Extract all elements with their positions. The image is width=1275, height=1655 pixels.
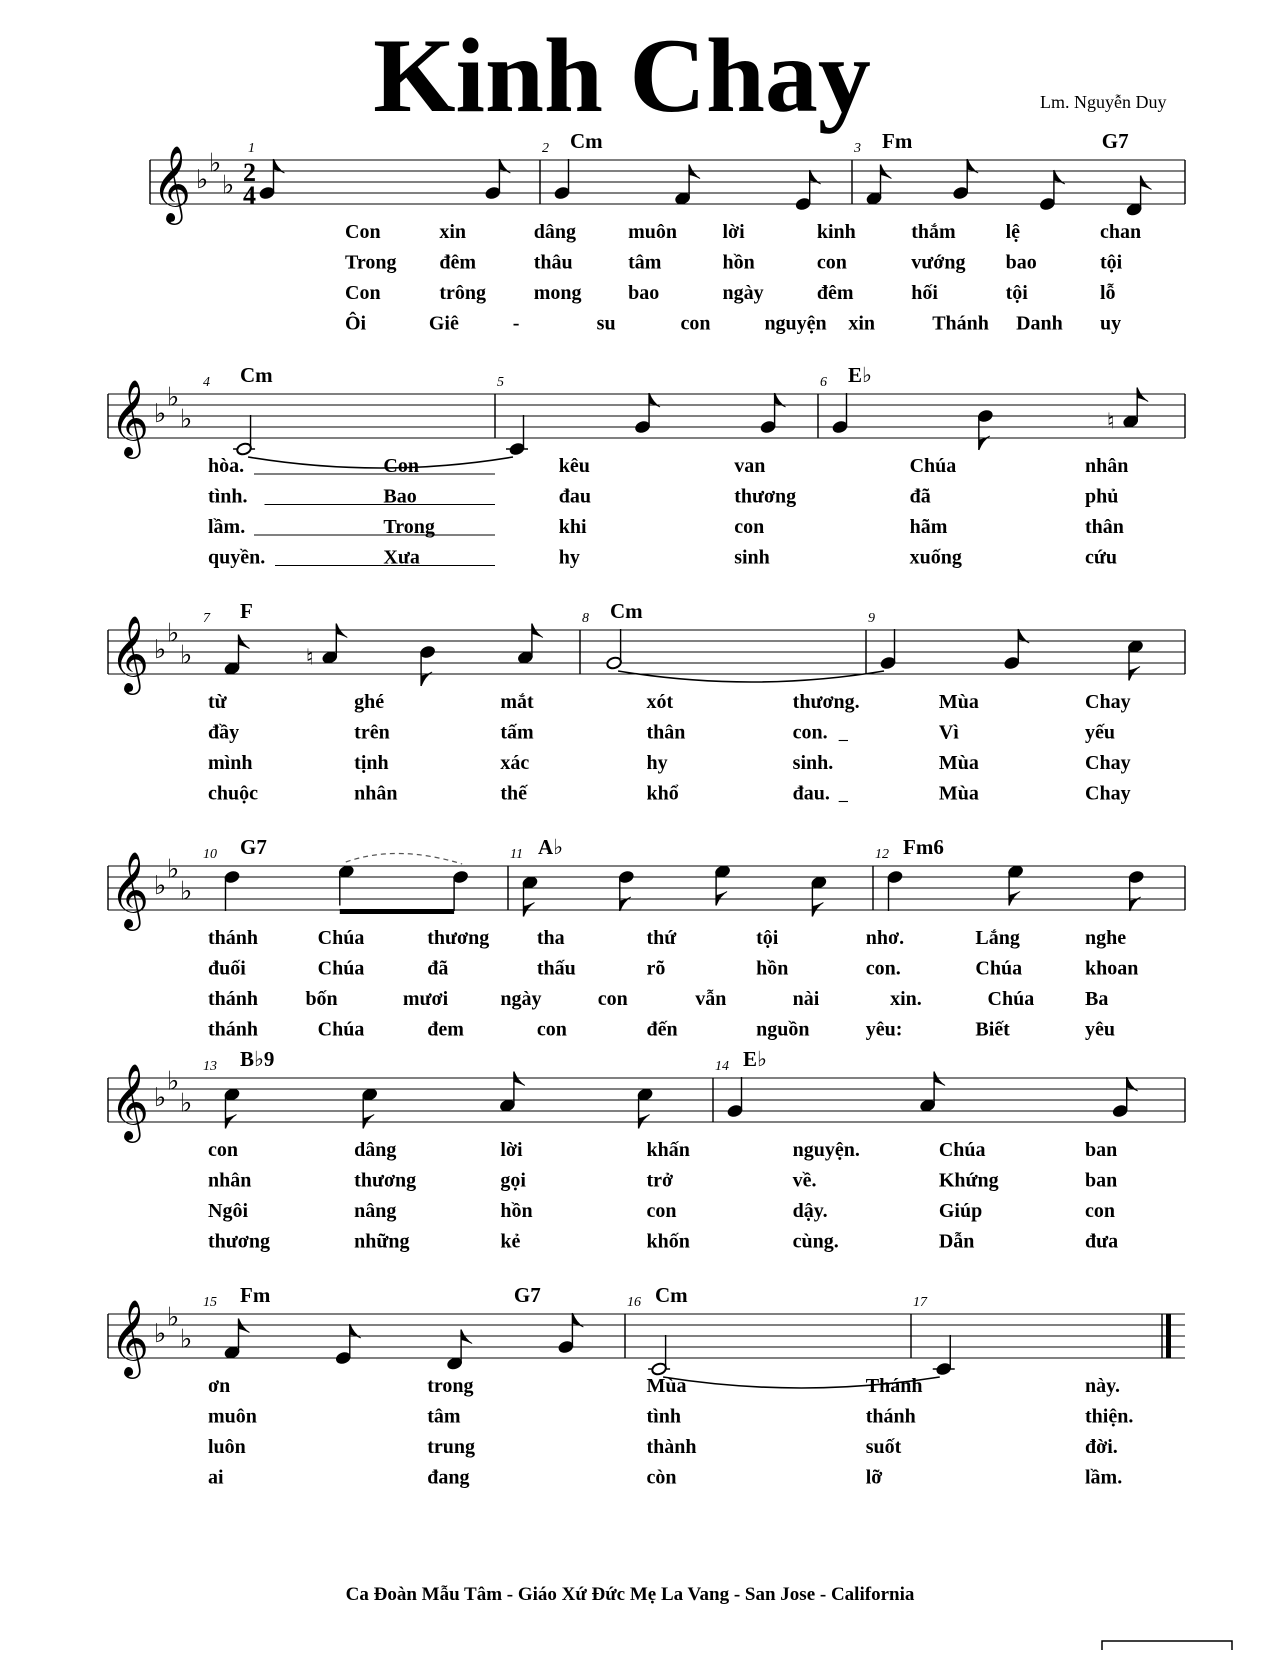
- lyric-syllable: nguyện: [764, 312, 827, 335]
- lyric-syllable: nhân: [1085, 455, 1129, 477]
- lyric-syllable: lỡ: [865, 1466, 883, 1489]
- lyric-syllable: Con: [345, 282, 381, 304]
- music-systems: [108, 129, 1185, 1489]
- measure-number: 12: [875, 847, 889, 862]
- flat-sign-icon: ♭: [154, 1319, 167, 1348]
- lyric-syllable: thương: [354, 1169, 417, 1192]
- lyric-syllable: ngày: [722, 282, 764, 304]
- flat-sign-icon: ♭: [222, 170, 235, 200]
- lyric-syllable: thương: [208, 1230, 270, 1253]
- lyric-syllable: muôn: [208, 1405, 257, 1428]
- lyric-syllable: đã: [427, 957, 449, 980]
- lyric-syllable: đêm: [816, 282, 854, 304]
- flat-sign-icon: ♭: [167, 854, 180, 884]
- lyric-syllable: Con: [383, 455, 419, 477]
- system-4: [108, 835, 1185, 1041]
- lyric-syllable: xin: [848, 312, 876, 335]
- lyric-syllable: hòa.: [208, 455, 245, 477]
- lyric-syllable: con.: [792, 721, 828, 744]
- lyric-syllable: thương: [427, 927, 490, 949]
- chord-symbol: G7: [240, 835, 267, 859]
- lyric-syllable: hồn: [500, 1200, 533, 1222]
- lyric-syllable: vướng: [911, 251, 966, 274]
- lyric-syllable: con: [208, 1139, 238, 1161]
- lyric-syllable: Xưa: [383, 546, 420, 569]
- lyric-syllable: đời.: [1085, 1436, 1118, 1458]
- lyric-syllable: này.: [1085, 1375, 1121, 1397]
- lyric-syllable: tình.: [208, 485, 248, 508]
- lyric-syllable: yếu: [1085, 721, 1115, 744]
- lyric-syllable: đang: [427, 1466, 470, 1489]
- lyric-syllable: tội: [756, 927, 779, 949]
- treble-clef-icon: 𝄞: [110, 1066, 150, 1139]
- lyric-syllable: mắt: [500, 691, 534, 713]
- system-2: [108, 363, 1185, 569]
- lyric-syllable: lỗ: [1100, 282, 1116, 304]
- flat-sign-icon: ♭: [154, 635, 167, 664]
- footer: Ca Đoàn Mẫu Tâm - Giáo Xứ Đức Mẹ La Vang - San Jose - California: [345, 1584, 915, 1605]
- chord-symbol: Fm6: [903, 835, 944, 859]
- measure-number: 2: [542, 141, 549, 156]
- lyric-syllable: luôn: [208, 1436, 246, 1458]
- lyric-syllable: con: [680, 312, 711, 335]
- lyric-syllable: tội: [1005, 282, 1028, 304]
- lyric-syllable: Ôi: [345, 312, 367, 335]
- lyric-syllable: bốn: [305, 988, 338, 1010]
- lyric-syllable: quyền.: [208, 546, 266, 569]
- lyric-syllable: trung: [427, 1436, 476, 1458]
- treble-clef-icon: 𝄞: [110, 1302, 150, 1375]
- lyric-syllable: chuộc: [208, 782, 258, 805]
- lyric-syllable: xác: [500, 752, 530, 774]
- lyric-syllable: đau.: [792, 782, 830, 805]
- lyric-syllable: con: [734, 516, 765, 538]
- lyric-syllable: sinh.: [792, 752, 834, 774]
- lyric-syllable: -: [512, 312, 520, 335]
- lyric-syllable: Biết: [975, 1018, 1010, 1041]
- measure-number: 3: [854, 141, 861, 156]
- chord-symbol: Cm: [655, 1283, 688, 1307]
- lyric-syllable: uy: [1100, 312, 1122, 335]
- lyric-syllable: đến: [646, 1018, 678, 1041]
- lyric-syllable: Khứng: [938, 1169, 999, 1192]
- lyric-syllable: kinh: [816, 221, 856, 243]
- chord-symbol: Cm: [570, 129, 603, 153]
- lyric-syllable: đêm: [439, 251, 477, 274]
- lyric-syllable: trở: [646, 1169, 674, 1192]
- lyric-syllable: sinh: [734, 546, 770, 569]
- treble-clef-icon: 𝄞: [110, 854, 150, 927]
- time-signature-bottom: 4: [243, 181, 256, 210]
- lyric-syllable: thắm: [911, 221, 956, 243]
- lyric-syllable: Thánh: [932, 312, 989, 335]
- lyric-syllable: xuống: [909, 546, 962, 569]
- lyric-syllable: mươi: [402, 988, 449, 1010]
- flat-sign-icon: ♭: [167, 1066, 180, 1096]
- lyric-syllable: đưa: [1085, 1230, 1119, 1253]
- lyric-syllable: ơn: [208, 1375, 231, 1397]
- lyric-syllable: kẻ: [500, 1230, 521, 1253]
- chord-symbol: G7: [1101, 129, 1129, 153]
- measure-number: 8: [582, 611, 589, 626]
- treble-clef-icon: 𝄞: [152, 148, 192, 221]
- lyric-syllable: thương: [734, 485, 797, 508]
- lyric-syllable: Mùa: [646, 1375, 687, 1397]
- lyric-syllable: hy: [646, 752, 668, 774]
- lyric-syllable: hối: [911, 282, 938, 304]
- lyric-syllable: ghé: [354, 691, 385, 713]
- measure-number: 17: [913, 1295, 927, 1310]
- lyric-syllable: Trong: [345, 251, 397, 274]
- treble-clef-icon: 𝄞: [110, 618, 150, 691]
- measure-number: 1: [248, 141, 255, 156]
- lyric-syllable: yêu: [1085, 1018, 1115, 1041]
- chord-symbol: F: [240, 599, 253, 623]
- flat-sign-icon: ♭: [167, 382, 180, 412]
- chord-symbol: B♭9: [240, 1047, 275, 1071]
- lyric-syllable: con: [646, 1200, 677, 1222]
- lyric-syllable: tâm: [427, 1405, 461, 1428]
- beam: [340, 909, 454, 914]
- lyric-syllable: thiện.: [1085, 1405, 1134, 1428]
- lyric-syllable: lầm.: [208, 516, 246, 538]
- lyric-syllable: từ: [208, 691, 227, 713]
- lyric-syllable: mình: [208, 752, 253, 774]
- lyric-syllable: đem: [427, 1018, 464, 1041]
- lyric-syllable: con.: [865, 957, 901, 980]
- lyric-syllable: dậy.: [792, 1200, 828, 1222]
- lyric-syllable: Chúa: [938, 1139, 986, 1161]
- lyric-syllable: tâm: [628, 251, 662, 274]
- lyric-syllable: nhân: [354, 782, 398, 805]
- lyric-syllable: nghe: [1085, 927, 1127, 949]
- system-3: [108, 599, 1185, 805]
- measure-number: 15: [203, 1295, 217, 1310]
- chord-symbol: E♭: [743, 1047, 767, 1071]
- lyric-syllable: tịnh: [354, 752, 389, 774]
- lyric-syllable: Mùa: [938, 782, 979, 805]
- lyric-syllable: con: [536, 1018, 567, 1041]
- lyric-syllable: cùng.: [792, 1230, 839, 1253]
- lyric-syllable: kêu: [558, 455, 590, 477]
- lyric-syllable: yêu:: [865, 1018, 903, 1041]
- lyric-syllable: con: [597, 988, 628, 1010]
- system-6: [108, 1283, 1185, 1489]
- lyric-syllable: lầm.: [1085, 1466, 1123, 1489]
- lyric-syllable: đã: [909, 485, 931, 508]
- lyric-syllable: Chúa: [317, 957, 365, 980]
- lyric-syllable: mong: [533, 282, 582, 304]
- lyric-syllable: dâng: [354, 1139, 397, 1161]
- lyric-syllable: xin.: [890, 988, 922, 1010]
- chord-symbol: E♭: [848, 363, 872, 387]
- lyric-syllable: nhơ.: [865, 927, 905, 949]
- lyric-syllable: Vì: [938, 721, 959, 744]
- treble-clef-icon: 𝄞: [110, 382, 150, 455]
- lyric-syllable: hy: [558, 546, 580, 569]
- lyric-syllable: thương.: [792, 691, 860, 713]
- lyric-syllable: hồn: [756, 957, 789, 980]
- lyric-syllable: khấn: [646, 1139, 690, 1161]
- flat-sign-icon: ♭: [154, 399, 167, 428]
- chord-symbol: G7: [513, 1283, 541, 1307]
- lyric-syllable: khi: [558, 516, 587, 538]
- lyric-syllable: bao: [628, 282, 660, 304]
- lyric-syllable: nài: [792, 988, 820, 1010]
- lyric-syllable: ban: [1085, 1169, 1118, 1192]
- lyric-syllable: Danh: [1016, 312, 1063, 335]
- composer: Lm. Nguyễn Duy: [1040, 92, 1167, 112]
- chord-symbol: Fm: [882, 129, 913, 153]
- flat-sign-icon: ♭: [167, 1302, 180, 1332]
- measure-number: 6: [820, 375, 827, 390]
- lyric-syllable: Chúa: [987, 988, 1035, 1010]
- system-5: [108, 1047, 1185, 1253]
- lyric-syllable: xin: [439, 221, 467, 243]
- measure-number: 14: [715, 1059, 729, 1074]
- lyric-syllable: khốn: [646, 1230, 690, 1253]
- lyric-syllable: Chúa: [317, 927, 365, 949]
- lyric-syllable: con: [1085, 1200, 1115, 1222]
- lyric-syllable: su: [596, 312, 616, 335]
- lyric-syllable: Lắng: [975, 927, 1020, 949]
- lyric-syllable: đuối: [208, 957, 246, 980]
- flat-sign-icon: ♭: [180, 1324, 193, 1354]
- lyric-syllable: thành: [646, 1436, 697, 1458]
- lyric-syllable: khoan: [1085, 957, 1139, 980]
- flat-sign-icon: ♭: [167, 618, 180, 648]
- lyric-syllable: đau: [558, 485, 592, 508]
- measure-number: 11: [510, 847, 523, 862]
- lyric-syllable: Giê: [428, 312, 459, 335]
- song-title: Kinh Chay: [373, 17, 871, 134]
- lyric-syllable: suốt: [865, 1436, 902, 1458]
- tie: [618, 671, 884, 682]
- lyric-syllable: Con: [345, 221, 381, 243]
- lyric-syllable: con: [816, 251, 847, 274]
- final-barline-thick: [1166, 1314, 1171, 1358]
- lyric-syllable: tha: [536, 927, 565, 949]
- lyric-syllable: bao: [1005, 251, 1037, 274]
- lyric-syllable: lời: [722, 221, 745, 243]
- lyric-syllable: Chúa: [975, 957, 1023, 980]
- lyric-syllable: van: [734, 455, 766, 477]
- flat-sign-icon: ♭: [154, 1083, 167, 1112]
- chord-symbol: Cm: [610, 599, 643, 623]
- lyric-syllable: ban: [1085, 1139, 1118, 1161]
- lyric-syllable: nguồn: [756, 1018, 810, 1041]
- lyric-syllable: thánh: [208, 1018, 259, 1041]
- lyric-syllable: ai: [208, 1466, 224, 1489]
- lyric-syllable: xót: [646, 691, 674, 713]
- flat-sign-icon: ♭: [154, 871, 167, 900]
- measure-number: 9: [868, 611, 875, 626]
- lyric-syllable: muôn: [628, 221, 678, 243]
- lyric-syllable: Chúa: [317, 1018, 365, 1041]
- tie: [248, 457, 513, 468]
- lyric-syllable: những: [354, 1230, 410, 1253]
- flat-sign-icon: ♭: [209, 148, 222, 178]
- lyric-syllable: thánh: [208, 927, 259, 949]
- measure-number: 16: [627, 1295, 641, 1310]
- lyric-syllable: Trong: [383, 516, 435, 538]
- lyric-syllable: Dẫn: [938, 1230, 975, 1253]
- flat-sign-icon: ♭: [196, 165, 209, 194]
- lyric-syllable: trong: [427, 1375, 474, 1397]
- lyric-syllable: thánh: [208, 988, 259, 1010]
- lyric-syllable: thân: [1085, 516, 1124, 538]
- lyric-syllable: Ba: [1085, 988, 1109, 1010]
- lyric-syllable: dâng: [533, 221, 576, 243]
- lyric-syllable: Chay: [1085, 752, 1131, 774]
- measure-number: 10: [203, 847, 217, 862]
- lyric-syllable: Mùa: [938, 752, 979, 774]
- chord-symbol: Fm: [240, 1283, 271, 1307]
- lyric-syllable: nguyện.: [792, 1139, 860, 1161]
- flat-sign-icon: ♭: [180, 404, 193, 434]
- lyric-syllable: tấm: [500, 721, 534, 744]
- lyric-syllable: về.: [792, 1169, 817, 1192]
- lyric-syllable: Bao: [383, 485, 417, 508]
- lyric-syllable: thâu: [533, 251, 573, 274]
- lyric-syllable: ngày: [500, 988, 542, 1010]
- chord-symbol: Cm: [240, 363, 273, 387]
- natural-sign-icon: ♮: [305, 644, 314, 670]
- flat-sign-icon: ♭: [180, 1088, 193, 1118]
- lyric-syllable: vẫn: [695, 988, 727, 1010]
- lyric-syllable: tình: [646, 1405, 681, 1428]
- flat-sign-icon: ♭: [180, 876, 193, 906]
- lyric-syllable: Chúa: [909, 455, 957, 477]
- lyric-syllable: đầy: [208, 721, 240, 744]
- lyric-syllable: tội: [1100, 251, 1123, 274]
- lyric-syllable: gọi: [500, 1169, 526, 1192]
- lyric-syllable: Thánh: [865, 1375, 923, 1397]
- lyric-syllable: thế: [500, 782, 528, 805]
- measure-number: 13: [203, 1059, 217, 1074]
- lyric-syllable: Mùa: [938, 691, 979, 713]
- lyric-syllable: hồn: [722, 251, 755, 274]
- time-signature-top: 2: [243, 158, 256, 187]
- lyric-syllable: Ngôi: [208, 1200, 248, 1222]
- lyric-syllable: Giúp: [938, 1200, 983, 1222]
- lyric-syllable: còn: [646, 1466, 677, 1489]
- lyric-syllable: phủ: [1085, 485, 1119, 508]
- lyric-syllable: nhân: [208, 1169, 252, 1192]
- system-1: [150, 129, 1185, 335]
- measure-number: 5: [497, 375, 504, 390]
- page-frame-corner: [1102, 1641, 1232, 1650]
- lyric-syllable: chan: [1100, 221, 1142, 243]
- slur: [346, 853, 462, 864]
- lyric-syllable: lệ: [1005, 221, 1021, 243]
- lyric-syllable: lời: [500, 1139, 523, 1161]
- measure-number: 7: [203, 611, 210, 626]
- lyric-syllable: nâng: [354, 1200, 397, 1222]
- lyric-syllable: khổ: [646, 782, 679, 805]
- lyric-syllable: trên: [354, 721, 390, 744]
- lyric-syllable: Chay: [1085, 691, 1131, 713]
- lyric-syllable: rõ: [646, 957, 666, 980]
- lyric-syllable: hãm: [909, 516, 948, 538]
- chord-symbol: A♭: [538, 835, 564, 859]
- lyric-syllable: thấu: [536, 957, 576, 980]
- lyric-syllable: thứ: [646, 927, 677, 949]
- flat-sign-icon: ♭: [180, 640, 193, 670]
- natural-sign-icon: ♮: [1106, 408, 1115, 434]
- lyric-syllable: Chay: [1085, 782, 1131, 805]
- lyric-syllable: trông: [439, 282, 487, 304]
- lyric-syllable: cứu: [1085, 546, 1118, 569]
- lyric-syllable: thánh: [865, 1405, 916, 1428]
- lyric-syllable: thân: [646, 721, 686, 744]
- measure-number: 4: [203, 375, 210, 390]
